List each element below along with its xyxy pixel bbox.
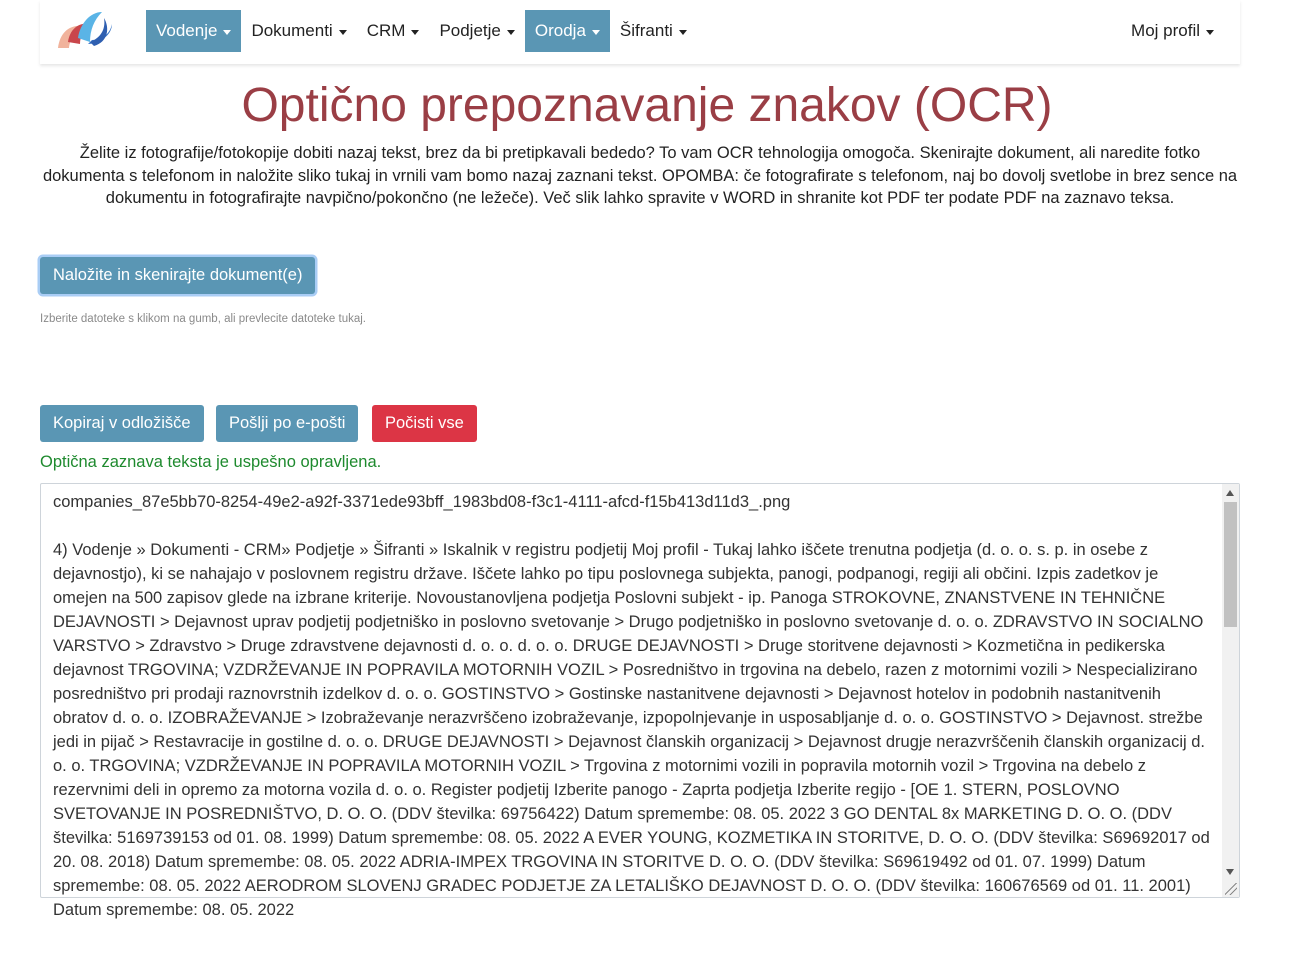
upload-hint: Izberite datoteke s klikom na gumb, ali prevlecite datoteke tukaj. [40, 313, 367, 325]
chevron-down-icon [507, 30, 515, 35]
scroll-down-arrow-icon[interactable] [1226, 869, 1234, 875]
nav-item-profile[interactable] [1121, 10, 1224, 52]
nav-item-orodja[interactable] [525, 10, 610, 52]
nav-item-label: Orodja [534, 21, 586, 40]
top-navbar [40, 0, 1240, 64]
chevron-down-icon [1206, 30, 1214, 35]
nav-item-label: Dokumenti [251, 21, 333, 40]
page-intro: Želite iz fotografije/fotokopije dobiti nazaj tekst, brez da bi pretipkavali bededo? To vam OCR tehnologija omogoča. Skenirajte dokument, ali naredite fotko dokumenta s telefonom in naložite sliko tukaj in vrnili vam bomo nazaj zaznani tekst. OPOMBA: če fotografirate s telefonom, naj bo dovolj svetlobe in brez sence na dokumentu in fotografirajte navpično/pokončno (ne ležeče). Več slik lahko spravite v WORD in shranite kot PDF ter podate PDF na zaznavo teksa. [42, 144, 1238, 207]
chevron-down-icon [679, 30, 687, 35]
chevron-down-icon [592, 30, 600, 35]
ocr-result-text[interactable]: companies_87e5bb70-8254-49e2-a92f-3371ede93bff_1983bd08-f3c1-4111-afcd-f15b413d11d3_.png 4) Vodenje » Dokumenti - CRM» Podjetje » Šifranti » Iskalnik v registru podjetij Moj profil - Tukaj lahko iščete trenutna podjetja (d. o. o. s. p. in osebe z dejavnostjo), ki se nahajajo v poslovnem registru države. Iščete lahko po tipu poslovnega subjekta, panogi, podpanogi, regiji ali občini. Izpis zadetkov je omejen na 500 zapisov glede na izbrane kriterije. Novoustanovljena podjetja Poslovni subjekt - ip. Panoga STROKOVNE, ZNANSTVENE IN TEHNIČNE DEJAVNOSTI > Dejavnost uprav podjetij podjetniško in poslovno svetovanje > Drugo podjetniško in poslovno svetovanje d. o. o. ZDRAVSTVO IN SOCIALNO VARSTVO > Zdravstvo > Druge zdravstvene dejavnosti d. o. o. d. o. o. DRUGE DEJAVNOSTI > Druge storitvene dejavnosti > Kozmetična in pedikerska dejavnost TRGOVINA; VZDRŽEVANJE IN POPRAVILA MOTORNIH VOZIL > Posredništvo in trgovina na debelo, razen z motornimi vozili > Nespecializirano posredništvo pri prodaji raznovrstnih izdelkov d. o. o. GOSTINSTVO > Gostinske nastanitvene dejavnosti > Dejavnost hotelov in podobnih nastanitvenih obratov d. o. o. IZOBRAŽEVANJE > Izobraževanje nerazvrščeno izobraževanje, izpopolnjevanje in usposabljanje d. o. o. GOSTINSTVO > Dejavnost. strežbe jedi in pijač > Restavracije in gostilne d. o. o. DRUGE DEJAVNOSTI > Dejavnost članskih organizacij > Dejavnost drugje nerazvrščenih članskih organizacij d. o. o. TRGOVINA; VZDRŽEVANJE IN POPRAVILA MOTORNIH VOZIL > Trgovina z motornimi vozili in popravila motornih vozil > Trgovina na debelo z rezervnimi deli in opremo za motorna vozila d. o. o. Register podjetij Izberite panogo - Zaprta podjetja Izberite regijo - [OE 1. STERN, POSLOVNO SVETOVANJE IN POSREDNIŠTVO, D. O. O. (DDV številka: 69756422) Datum spremembe: 08. 05. 2022 3 GO DENTAL 8x MARKETING D. O. O. (DDV številka: 5169739153 od 01. 08. 1999) Datum spremembe: 08. 05. 2022 A EVER YOUNG, KOZMETIKA IN STORITVE, D. O. O. (DDV številka: S69692017 od 20. 08. 2018) Datum spremembe: 08. 05. 2022 ADRIA-IMPEX TRGOVINA IN STORITVE D. O. O. (DDV številka: S69619492 od 01. 07. 1999) Datum spremembe: 08. 05. 2022 AERODROM SLOVENJ GRADEC PODJETJE ZA LETALIŠKO DEJAVNOST D. O. O. (DDV številka: 160676569 od 01. 11. 2001) Datum spremembe: 08. 05. 2022 [53, 493, 1210, 919]
profile-label: Moj profil [1131, 21, 1200, 40]
nav-item-dokumenti[interactable] [241, 10, 356, 52]
nav-item-podjetje[interactable] [429, 10, 524, 52]
chevron-down-icon [339, 30, 347, 35]
nav-item-sifranti[interactable] [610, 10, 697, 52]
scroll-thumb[interactable] [1224, 502, 1237, 627]
status-message: Optična zaznava teksta je uspešno opravljena. [40, 453, 382, 471]
nav-item-label: Vodenje [156, 21, 218, 40]
page-title: Optično prepoznavanje znakov (OCR) [241, 79, 1053, 132]
nav-item-label: Šifranti [619, 21, 673, 40]
send-email-button[interactable]: Pošlji po e-pošti [216, 405, 358, 442]
ocr-result-textarea[interactable] [40, 483, 1240, 919]
nav-item-vodenje[interactable] [146, 10, 241, 52]
nav-item-label: CRM [366, 21, 406, 40]
scroll-up-arrow-icon[interactable] [1226, 490, 1234, 496]
clear-all-button[interactable]: Počisti vse [372, 405, 477, 442]
chevron-down-icon [223, 30, 231, 35]
chevron-down-icon [411, 30, 419, 35]
copy-to-clipboard-button[interactable]: Kopiraj v odložišče [40, 405, 204, 442]
nav-item-crm[interactable] [357, 10, 430, 52]
brand-logo-icon[interactable] [54, 8, 116, 52]
nav-item-label: Podjetje [439, 21, 501, 40]
resize-grip-icon[interactable] [1225, 883, 1237, 895]
vertical-scrollbar[interactable] [1222, 484, 1239, 897]
upload-scan-button[interactable]: Naložite in skenirajte dokument(e) [40, 257, 315, 294]
